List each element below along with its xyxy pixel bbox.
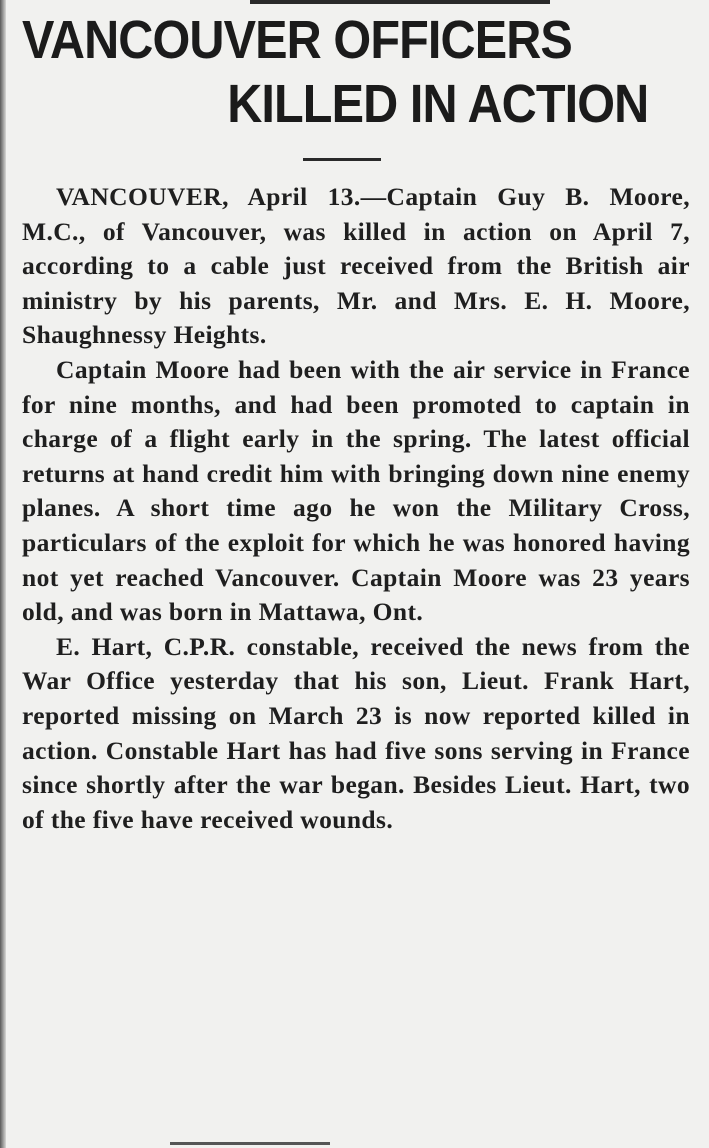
clipping-top-edge: [250, 0, 550, 4]
headline-divider: [303, 158, 381, 161]
headline-line-2: KILLED IN ACTION: [227, 74, 649, 134]
headline: [22, 8, 649, 136]
article-paragraph-1: VANCOUVER, April 13.—Captain Guy B. Moore, M.C., of Vancouver, was killed in action on April 7, according to a cable just received from the British air ministry by his parents, Mr. and Mrs. E. H. Moore, Shaughnessy Heights.: [22, 182, 690, 350]
article-paragraph-3: E. Hart, C.P.R. constable, received the news from the War Office yesterday that his son, Lieut. Frank Hart, reported missing on March 23 is now reported killed in action. Constable Hart has had five sons serving in France since shortly after the war began. Besides Lieut. Hart, two of the five have received wounds.: [22, 631, 690, 834]
clipping-bottom-edge: [170, 1142, 330, 1145]
article-paragraph-2: Captain Moore had been with the air service in France for nine months, and had been promoted to captain in charge of a flight early in the spring. The latest official returns at hand credit him with bringing down nine enemy planes. A short time ago he won the Military Cross, particulars of the exploit for which he was honored having not yet reached Vancouver. Captain Moore was 23 years old, and was born in Mattawa, Ont.: [22, 354, 690, 627]
headline-line-1: VANCOUVER OFFICERS: [22, 10, 572, 70]
article-body: [22, 180, 690, 837]
clipping-left-edge: [0, 0, 6, 1148]
